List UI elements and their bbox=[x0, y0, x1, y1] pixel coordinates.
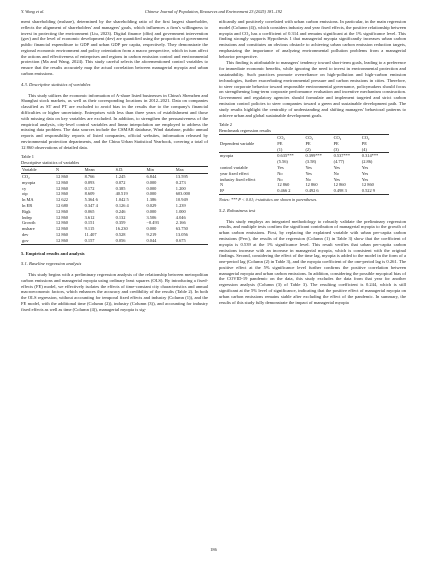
table-cell: Yes bbox=[361, 165, 369, 171]
table-cell: Yes bbox=[305, 165, 312, 171]
running-header bbox=[21, 9, 406, 17]
table-cell: 12 860 bbox=[55, 214, 68, 220]
column-header: S.D. bbox=[115, 167, 146, 174]
table-cell: 3.612 bbox=[84, 214, 95, 220]
table-cell: Yes bbox=[361, 170, 369, 176]
table-row bbox=[219, 188, 389, 194]
table-cell: 9.115 bbox=[84, 226, 95, 232]
table-cell: 12 860 bbox=[361, 182, 374, 188]
table-cell: 12 860 bbox=[55, 174, 68, 180]
table-cell: control variable bbox=[220, 165, 248, 171]
column-header: PE bbox=[277, 140, 283, 146]
table-cell: 9.219 bbox=[146, 231, 157, 237]
table-cell: 0.399*** bbox=[305, 153, 322, 159]
table-cell: (3.58) bbox=[305, 159, 317, 165]
table-cell: 13.595 bbox=[175, 174, 188, 180]
table-cell: Yes bbox=[333, 165, 340, 171]
section-heading: 5. Empirical results and analysis bbox=[21, 250, 85, 256]
table-cell: R² bbox=[219, 188, 276, 194]
table-cell: Rigk bbox=[22, 208, 31, 214]
table-cell: (2.86) bbox=[361, 159, 373, 165]
table-cell: 0.172 bbox=[84, 185, 95, 191]
column-header: PE bbox=[305, 140, 311, 146]
table-cell: 10.949 bbox=[175, 197, 188, 203]
table-cell: CO₂ bbox=[22, 174, 30, 180]
table-cell: 12 680 bbox=[55, 203, 68, 208]
column-header: Dependent variable bbox=[220, 140, 255, 146]
table-cell: 0.157 bbox=[84, 238, 115, 244]
table-cell: 0.126 4 bbox=[115, 203, 129, 208]
table-cell: Yes bbox=[277, 165, 284, 171]
table-notes: Notes: *** P < 0.01; t-statistics are shown in parentheses. bbox=[219, 197, 318, 203]
table-cell: mshare bbox=[22, 226, 35, 232]
column-header: N bbox=[55, 167, 84, 174]
table-cell: 0.273 bbox=[175, 179, 186, 185]
header-authors: Y. Wang et al. bbox=[21, 9, 45, 14]
column-header: CO₂ bbox=[276, 135, 304, 141]
table-title: Benchmark regression results bbox=[219, 127, 271, 133]
table-body bbox=[21, 174, 208, 245]
table-cell: 11.407 bbox=[84, 231, 97, 237]
paragraph: This finding is attributable to managers' tendency toward short-term goals, leading to a preference for immediate economic benefits, while ignoring the need to invest in environmental protection and sustainability. Such practices promote overreliance on high-pollution and high-carbon emission technologies, further exacerbating environmental pressure and carbon emissions in cities. Therefore, to steer corporate behavior toward responsible environmental governance, policymakers should focus on strengthening long-term corporate performance evaluation and incentive mechanism construction. Government and regulatory agencies should formulate and implement targeted and strict carbon emission control policies to steer companies toward a green and sustainable development path. The study results highlight the centrality of understanding and shifting managers' behavioral patterns to achieve urban and global sustainable development goals. bbox=[219, 60, 406, 118]
table-cell: year fixed effect bbox=[220, 170, 249, 176]
table-cell: 0.072 bbox=[115, 179, 126, 185]
table-cell: 12 860 bbox=[55, 208, 68, 214]
table-cell: 12 860 bbox=[55, 231, 68, 237]
table-cell: 0.385 bbox=[115, 185, 126, 191]
table-row bbox=[21, 238, 208, 244]
table-cell: 603.000 bbox=[175, 191, 191, 197]
table-cell: industry fixed effect bbox=[220, 176, 256, 182]
table-cell: 0.347 4 bbox=[84, 203, 98, 208]
table-cell: 0.492 6 bbox=[304, 188, 332, 194]
table-cell: 12 860 bbox=[277, 182, 290, 188]
table-cell: 1.245 bbox=[115, 174, 126, 180]
table-cell: lndep bbox=[22, 214, 32, 220]
table-cell: ln ER bbox=[22, 203, 33, 208]
table-title: Descriptive statistics of variables bbox=[21, 159, 80, 165]
paragraph: This study employs an integrated methodology to robustly validate the preliminary regression results, and multiple tests confirm the significant contribution of managerial myopia to the growth of urban carbon emissions. First, by replacing the explained variable with urban per-capita carbon emissions (Perc), the results of the regression (Column (1) in Table 3) show that the coefficient of myopia is 0.539 at the 1% significance level. This result verifies that urban per-capita carbon emissions increase with an increase in managerial myopia, which is consistent with the original findings. Second, considering the effect of the time lag, myopia is added to the model in the form of a one-period lag (Column (2) in Table 3), and the myopia coefficient of the one-period lag is 0.261. The positive effect at the 5% significance level further confirms the positive correlation between managerial myopia and urban carbon emissions. In addition, considering the possible myopical bias of the COVID-19 pandemic on the data, this study excludes the data from that year for another regression analysis (Column (3) of Table 3). The resulting coefficient is 0.244, which is still significant at the 5% level of significance, indicating that the positive effect of managerial myopia on urban carbon emissions remains stable after excluding the effect of the pandemic. In summary, the results of this study fully demonstrate the impact of managerial myopia bbox=[219, 218, 406, 305]
paragraph: nificantly and positively correlated with urban carbon emissions. In particular, in the main regression model (Column (4)), which considers industry and year fixed effects, the positive relationship between myopia and CO₂ has a coefficient of 0.314 and remains significant at the 1% significance level. This finding strongly supports Hypothesis 1 that managerial myopia significantly increases urban carbon emissions and constitutes an obvious obstacle to achieving urban carbon emission reduction targets, emphasizing the importance of analyzing environmental pollution problems from a managerial behavior perspective. bbox=[219, 19, 406, 59]
table-cell: (4.77) bbox=[333, 159, 345, 165]
table1-caption bbox=[21, 154, 208, 165]
table-cell: 0.466 2 bbox=[276, 188, 304, 194]
table-cell: 0.359 bbox=[115, 220, 126, 226]
column-header: PE bbox=[333, 140, 339, 146]
header-journal: Chinese Journal of Population, Resources and Environment 23 (2025) 181–192 bbox=[144, 9, 283, 14]
table-benchmark-regression bbox=[219, 134, 389, 195]
table-cell: No bbox=[277, 170, 283, 176]
subsection-heading: 5.1. Baseline regression analysis bbox=[21, 261, 82, 267]
column-header: (2) bbox=[304, 147, 332, 153]
table-cell: cy bbox=[22, 185, 27, 191]
table-cell: 0.000 bbox=[146, 208, 157, 214]
table-cell: 0.528 bbox=[115, 231, 126, 237]
column-header: (4) bbox=[361, 147, 389, 153]
table-cell: 0.635*** bbox=[277, 153, 294, 159]
table-cell: 0.000 bbox=[146, 191, 157, 197]
column-header: Mean bbox=[84, 167, 115, 174]
paragraph: ment shareholding (mshare), determined by the shareholding ratio of the first largest shareholder, reflects the alignment of shareholders' and managers' goals, which influences a firm's willingness to invest in protecting the environment (Liu, 2023). Digital finance (dfin) and government intervention (gov) and the level of economic development (dev) are quantified using the proportion of government public financial expenditure to GDP and urban GDP per capita, respectively. They demonstrate the regional economic environment and policy orientation from a macro perspective, which in turn affect the actions and effectiveness of enterprises and regions in carbon emission control and environmental protection (Ma and Wang, 2024). This study careful selects the aforementioned control variables to ensure that the results accurately map the actual correlation between managerial myopia and urban carbon emissions. bbox=[21, 19, 208, 77]
table-cell: 16.230 bbox=[115, 226, 128, 232]
column-header: (3) bbox=[333, 147, 361, 153]
table-label: Table 1 bbox=[21, 154, 34, 160]
table-cell: Growth bbox=[22, 220, 36, 226]
table-cell: (5.56) bbox=[277, 159, 288, 165]
subsection-heading: 5.2. Robustness test bbox=[219, 207, 256, 213]
column-header: CO₂ bbox=[333, 135, 361, 141]
table-cell: 63.750 bbox=[175, 226, 188, 232]
table-cell: 0.314*** bbox=[361, 153, 379, 159]
table-cell: Yes bbox=[333, 176, 340, 182]
column-header: CO₂ bbox=[361, 135, 389, 141]
column-header: Variable bbox=[21, 167, 55, 174]
left-column bbox=[21, 19, 208, 314]
table-cell: 1.200 bbox=[175, 185, 186, 191]
table-cell: oip bbox=[22, 191, 28, 197]
table-cell: 0.065 bbox=[84, 208, 95, 214]
table-cell: 5.364 6 bbox=[84, 197, 98, 203]
table-cell: 8.609 bbox=[84, 191, 95, 197]
column-header: CO₂ bbox=[304, 135, 332, 141]
table-cell: No bbox=[277, 176, 283, 182]
column-header: (1) bbox=[276, 147, 304, 153]
table-cell: 12 860 bbox=[333, 182, 346, 188]
table2-caption bbox=[219, 122, 406, 133]
table-cell: 0.000 bbox=[146, 179, 157, 185]
table-cell: 0.000 bbox=[146, 185, 157, 191]
table-cell: 2.166 bbox=[175, 220, 186, 226]
right-column bbox=[219, 19, 406, 306]
table-label: Table 2 bbox=[219, 122, 232, 128]
table-header-row bbox=[21, 167, 208, 174]
table-cell: 6.844 bbox=[146, 174, 157, 180]
table-cell: 12 860 bbox=[55, 226, 68, 232]
table-descriptive-statistics bbox=[21, 166, 208, 244]
section-heading: 4.3. Descriptive statistics of variables bbox=[21, 81, 91, 87]
table-cell: 12 860 bbox=[55, 179, 68, 185]
table-cell: 0.000 bbox=[146, 226, 157, 232]
table-cell: 4.046 bbox=[175, 214, 186, 220]
table-cell: 12 622 bbox=[55, 197, 68, 203]
table-cell: 1.386 bbox=[146, 197, 157, 203]
table-cell: 3.506 bbox=[146, 214, 157, 220]
table-cell: myopia bbox=[22, 179, 36, 185]
table-cell: Yes bbox=[361, 176, 369, 182]
table-cell: 12 860 bbox=[55, 238, 84, 244]
table-cell: No bbox=[305, 176, 311, 182]
table-cell: 0.044 bbox=[146, 238, 175, 244]
table-cell: 0.132 bbox=[115, 214, 126, 220]
table-cell: 1.239 bbox=[175, 203, 186, 208]
table-cell: 12 860 bbox=[55, 185, 68, 191]
table-cell: 12 860 bbox=[305, 182, 318, 188]
column-header: PE bbox=[361, 140, 367, 146]
table-cell: 0.498 3 bbox=[333, 188, 361, 194]
table-cell: 0.537*** bbox=[333, 153, 351, 159]
table-cell: 1.000 bbox=[175, 208, 186, 214]
table-cell: No bbox=[333, 170, 339, 176]
table-cell: gov bbox=[21, 238, 55, 244]
table-cell: 0.029 bbox=[146, 203, 157, 208]
paragraph: This study begins with a preliminary regression analysis of the relationship between metropolitan carbon emissions and managerial myopia using ordinary least squares (OLS). By introducing a fixed-effects (FE) model, we effectively isolates the effects of time-constant city characteristics and annual macroeconomic factors, which enhances the accuracy and credibility of the results (Table 2). In both the OLS regression, without accounting for temporal fixed effects and industry (Column (1)), and the FE model, with the additional time (Column (2)), industry (Column (3)), and accounting for industry fixed effects as well as time (Column (4)), managerial myopia is sig- bbox=[21, 272, 208, 312]
table-cell: 13.056 bbox=[175, 231, 188, 237]
table-cell: 8.766 bbox=[84, 174, 95, 180]
column-header: Max bbox=[175, 167, 208, 174]
page-number: 186 bbox=[210, 547, 217, 552]
table-cell: 12 860 bbox=[55, 191, 68, 197]
table-cell: 0.522 9 bbox=[361, 188, 389, 194]
table-cell: ln MA bbox=[22, 197, 34, 203]
table-cell: myopia bbox=[220, 153, 234, 159]
paragraph: This study utilizes the economic information of A-share listed businesses in China's Shenzhen and Shanghai stock markets, as well as their corresponding locations in 2012–2021. Data on companies classified as ST and PT are excluded to avoid bias in the results due to the company's financial difficulties or higher uncertainty. Enterprises with less than three years of establishment and those with missing data on key variables are excluded. In addition, to strengthen the persuasiveness of the empirical analysis, city-level control variables and linear interpolation are employed to address the missing data problem. The data sources include the CSMAR database, Wind database, public annual reports and responsibility reports of listed companies, official websites, information released by environmental protection departments, and the China Urban Statistical Yearbook, covering a total of 12 860 observations of detailed data. bbox=[21, 92, 208, 150]
table-cell: 0.056 bbox=[115, 238, 146, 244]
table-cell: N bbox=[220, 182, 224, 188]
table-cell: dev bbox=[22, 231, 29, 237]
table-cell: 12 860 bbox=[55, 220, 68, 226]
table-cell: 0.246 bbox=[115, 208, 126, 214]
table-cell: 1.042 5 bbox=[115, 197, 129, 203]
table-cell: 0.151 bbox=[84, 220, 95, 226]
table-body bbox=[219, 153, 389, 195]
table-cell: −0.493 bbox=[146, 220, 159, 226]
table-cell: 0.675 bbox=[175, 238, 208, 244]
table-cell: 40.519 bbox=[115, 191, 128, 197]
column-header: Min bbox=[146, 167, 175, 174]
table-cell: 0.093 bbox=[84, 179, 95, 185]
table-cell: Yes bbox=[305, 170, 312, 176]
